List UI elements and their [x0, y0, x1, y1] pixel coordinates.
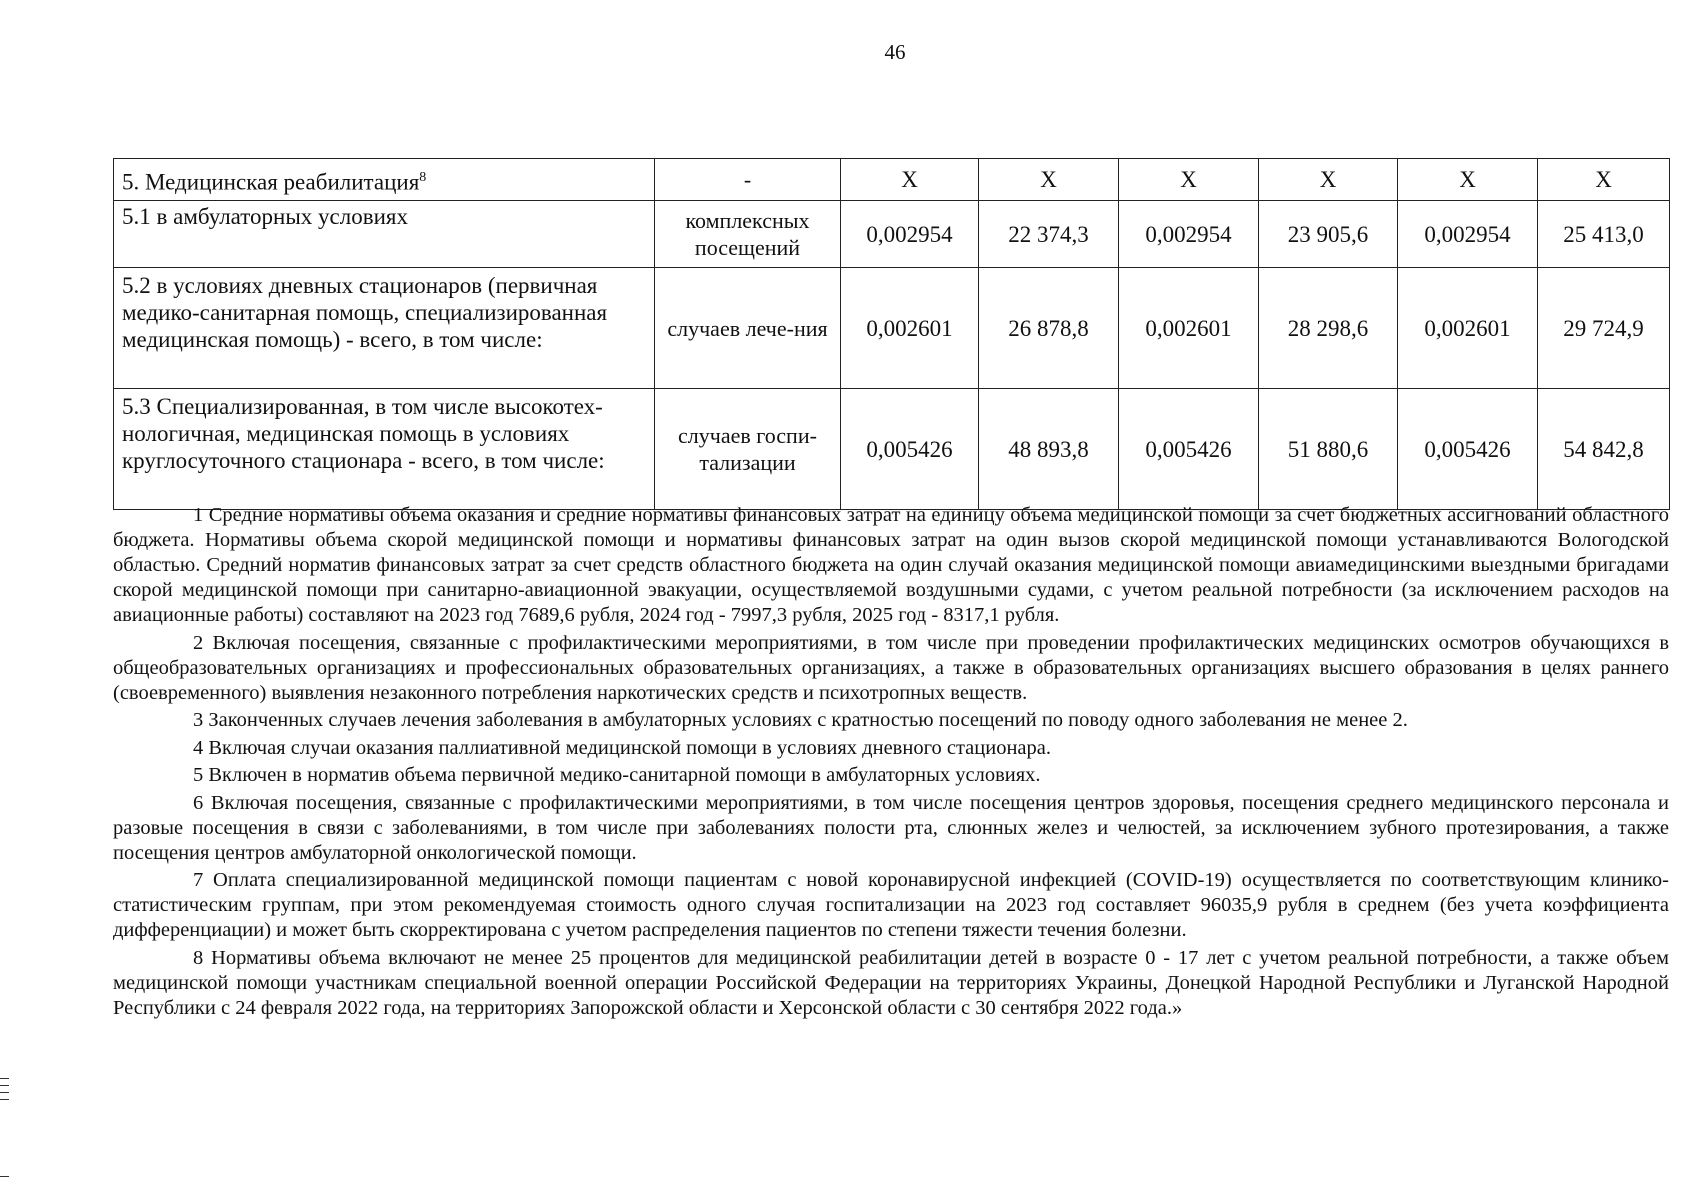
value-cell: 0,005426	[1398, 389, 1538, 510]
value-cell: 29 724,9	[1538, 268, 1670, 389]
table-row	[114, 159, 1670, 201]
value-cell: 28 298,6	[1259, 268, 1398, 389]
margin-mark	[0, 1085, 9, 1086]
footnote: 3 Законченных случаев лечения заболевания в амбулаторных условиях с кратностью посещений по поводу одного заболевания не менее 2.	[193, 709, 1408, 731]
row-name-cell: 5.2 в условиях дневных стационаров (первичная медико-санитарная помощь, специализированная медицинская помощь) - всего, в том числе:	[114, 268, 655, 389]
norms-table	[113, 158, 1670, 510]
unit-cell: -	[655, 159, 841, 201]
value-cell: Х	[1538, 159, 1670, 201]
unit-cell: комплексных посещений	[655, 201, 841, 268]
value-cell: Х	[1259, 159, 1398, 201]
page-number: 46	[884, 40, 906, 64]
row-name-cell: 5.3 Специализированная, в том числе высокотех-нологичная, медицинская помощь в условиях круглосуточного стационара - всего, в том числе:	[114, 389, 655, 510]
value-cell: 0,002601	[841, 268, 979, 389]
value-cell: Х	[979, 159, 1119, 201]
row-name-cell: 5.1 в амбулаторных условиях	[114, 201, 655, 268]
value-cell: Х	[1398, 159, 1538, 201]
value-cell: 25 413,0	[1538, 201, 1670, 268]
footnote-ref: 8	[419, 169, 427, 185]
value-cell: 0,002954	[841, 201, 979, 268]
value-cell: Х	[1119, 159, 1259, 201]
value-cell: 23 905,6	[1259, 201, 1398, 268]
value-cell: 0,002954	[1119, 201, 1259, 268]
footnote: 2 Включая посещения, связанные с профилактическими мероприятиями, в том числе при проведении профилактических медицинских осмотров обучающихся в общеобразовательных организациях и профессиональных образовательных организациях, а также в образовательных организациях высшего образования в целях раннего (своевременного) выявления незаконного потребления наркотических средств и психотропных веществ.	[113, 631, 1669, 704]
margin-mark	[0, 1176, 9, 1177]
value-cell: 0,005426	[1119, 389, 1259, 510]
value-cell: 0,002601	[1119, 268, 1259, 389]
value-cell: 54 842,8	[1538, 389, 1670, 510]
footnote: 7 Оплата специализированной медицинской помощи пациентам с новой коронавирусной инфекцией (COVID-19) осуществляется по соответствующим клинико-статистическим группам, при этом рекомендуемая стоимость одного случая госпитализации на 2023 год составляет 96035,9 рубля в среднем (без учета коэффициента дифференциации) и может быть скорректирована с учетом распределения пациентов по степени тяжести течения болезни.	[113, 869, 1669, 941]
value-cell: Х	[841, 159, 979, 201]
row-name: 5. Медицинская реабилитация	[122, 169, 420, 195]
footnote: 6 Включая посещения, связанные с профилактическими мероприятиями, в том числе посещения центров здоровья, посещения среднего медицинского персонала и разовые посещения в связи с заболеваниями, в том числе при заболеваниях полости рта, слюнных желез и челюстей, за исключением зубного протезирования, а также посещения центров амбулаторной онкологической помощи.	[113, 791, 1669, 864]
margin-mark	[0, 1099, 9, 1100]
value-cell: 0,002954	[1398, 201, 1538, 268]
footnote: 1 Средние нормативы объема оказания и средние нормативы финансовых затрат на единицу объема медицинской помощи за счет бюджетных ассигнований областного бюджета. Нормативы объема скорой медицинской помощи и нормативы финансовых затрат на один вызов скорой медицинской помощи устанавливаются Вологодской областью. Средний норматив финансовых затрат за счет средств областного бюджета на один случай оказания медицинской помощи авиамедицинскими выездными бригадами скорой медицинской помощи при санитарно-авиационной эвакуации, осуществляемой воздушными судами, с учетом реальной потребности (за исключением расходов на авиационные работы) составляют на 2023 год 7689,6 рубля, 2024 год - 7997,3 рубля, 2025 год - 8317,1 рубля.	[113, 504, 1669, 626]
margin-mark	[0, 1078, 9, 1079]
table-row	[114, 389, 1670, 510]
footnotes	[113, 503, 1669, 1023]
value-cell: 22 374,3	[979, 201, 1119, 268]
value-cell: 48 893,8	[979, 389, 1119, 510]
unit-cell: случаев госпи-тализации	[655, 389, 841, 510]
footnote: 8 Нормативы объема включают не менее 25 процентов для медицинской реабилитации детей в возрасте 0 - 17 лет с учетом реальной потребности, а также объем медицинской помощи участникам специальной военной операции Российской Федерации на территориях Украины, Донецкой Народной Республики и Луганской Народной Республики с 24 февраля 2022 года, на территориях Запорожской области и Херсонской области с 30 сентября 2022 года.»	[113, 946, 1669, 1019]
value-cell: 0,005426	[841, 389, 979, 510]
unit-cell: случаев лече-ния	[655, 268, 841, 389]
footnote: 4 Включая случаи оказания паллиативной медицинской помощи в условиях дневного стационара.	[193, 736, 1051, 759]
value-cell: 0,002601	[1398, 268, 1538, 389]
row-name-cell	[114, 159, 655, 201]
margin-mark	[0, 1092, 9, 1093]
table-row	[114, 201, 1670, 268]
table-row	[114, 268, 1670, 389]
value-cell: 51 880,6	[1259, 389, 1398, 510]
value-cell: 26 878,8	[979, 268, 1119, 389]
footnote: 5 Включен в норматив объема первичной медико-санитарной помощи в амбулаторных условиях.	[193, 764, 1041, 786]
